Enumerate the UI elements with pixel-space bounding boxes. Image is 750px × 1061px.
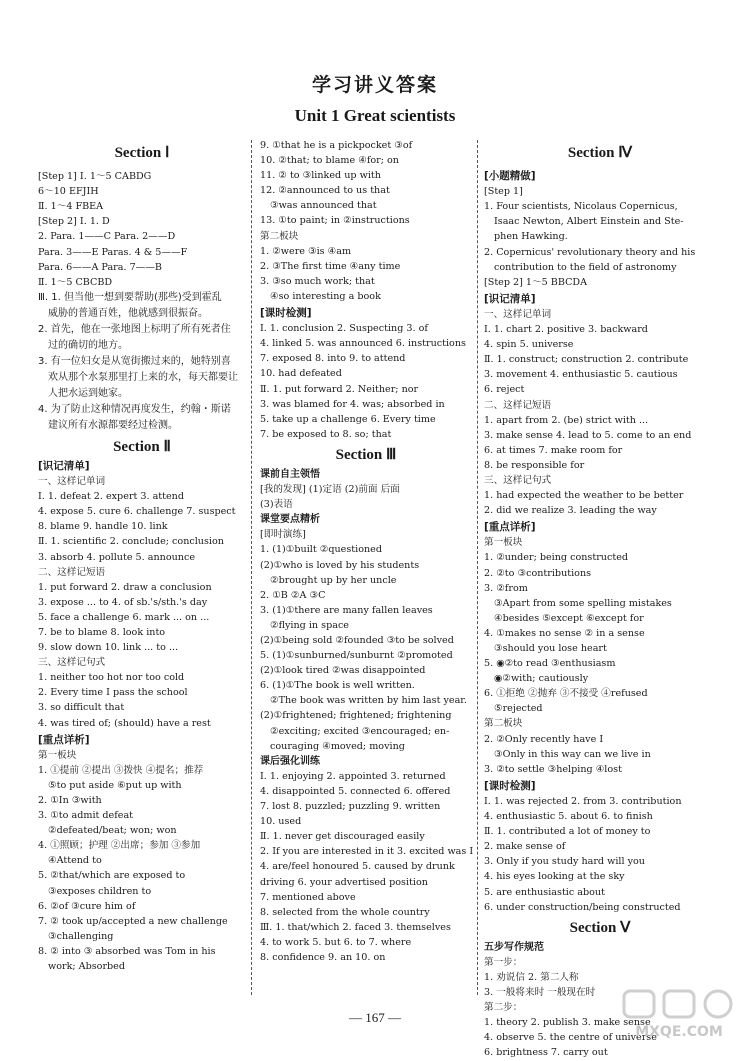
answer-line: 五步写作规范 [484, 941, 544, 953]
answer-line: 2. ①In ③with [38, 795, 102, 806]
answer-line: 6. reject [484, 384, 525, 396]
answer-line: 10. used [260, 816, 302, 828]
answer-line: Ⅱ. 1～4 FBEA [38, 201, 104, 213]
answer-line: ③challenging [48, 930, 114, 942]
answer-line: 人把水运到她家。 [48, 387, 128, 399]
answer-line: 1. ①提前 ②提出 ③拨快 ④提名；推荐 [38, 764, 204, 776]
answer-line: 6. brightness 7. carry out [484, 1047, 608, 1059]
answer-line: ③Only in this way can we live in [494, 748, 651, 760]
answer-line: 4. enthusiastic 5. about 6. to finish [484, 811, 653, 823]
answer-line: 1. Four scientists, Nicolaus Copernicus, [484, 201, 678, 213]
answer-line: work; Absorbed [48, 961, 125, 973]
answer-line: 7. be exposed to 8. so; that [260, 428, 392, 440]
answer-line: 第一板块 [38, 749, 77, 761]
answer-line: 二、这样记短语 [484, 399, 552, 411]
answer-line: 6. at times 7. make room for [484, 444, 623, 456]
answer-line: 4. are/feel honoured 5. caused by drunk [260, 861, 455, 873]
answer-line: 2. ②Only recently have I [484, 733, 604, 745]
answer-line: ②flying in space [270, 619, 349, 631]
answer-line: 5. face a challenge 6. mark ... on ... [38, 611, 210, 623]
answer-line: 1. 劝说信 2. 第二人称 [484, 971, 579, 983]
answer-line: 13. ①to paint; in ②instructions [260, 215, 410, 227]
answer-line: (2)①look tired ②was disappointed [260, 665, 426, 677]
answer-line: Para. 3——E Paras. 4 & 5——F [38, 246, 188, 258]
answer-line: 3. ②to settle ③helping ④lost [484, 763, 622, 775]
answer-line: ④Attend to [48, 855, 102, 867]
answer-line: (2)①frightened; frightened; frightening [260, 710, 452, 722]
answer-line: 三、这样记句式 [38, 657, 106, 669]
subsection-label: [重点详析] [38, 733, 90, 746]
answer-line: 3. 有一位妇女是从宽街搬过来的，她特别喜 [38, 355, 231, 367]
answer-line: 2. If you are interested in it 3. excited was I [260, 846, 474, 858]
answer-line: 3. 一般将来时 一般现在时 [484, 987, 596, 999]
answer-line: Ⅱ. 1. contributed a lot of money to [484, 826, 651, 838]
answer-line: Ⅰ. 1. was rejected 2. from 3. contribution [484, 795, 682, 807]
answer-line: couraging ④moved; moving [270, 740, 405, 752]
section-heading: Section Ⅴ [569, 919, 631, 936]
answer-line: 4. expose 5. cure 6. challenge 7. suspect [38, 506, 236, 518]
answer-line: 8. ② into ③ absorbed was Tom in his [38, 945, 216, 957]
answer-line: 2. ②to ③contributions [484, 567, 592, 579]
answer-line: 二、这样记短语 [38, 566, 106, 578]
answer-line: [我的发现] (1)定语 (2)前面 后面 [260, 484, 400, 496]
answer-line: 8. selected from the whole country [260, 906, 430, 918]
answer-line: 7. be to blame 8. look into [38, 626, 166, 638]
answer-line: 2. ①B ②A ③C [260, 589, 326, 601]
answer-line: 5. ◉②to read ③enthusiasm [484, 658, 616, 670]
answer-line: (3)表语 [260, 499, 293, 511]
answer-line: 4. his eyes looking at the sky [484, 871, 625, 883]
answer-line: 2. Copernicus' revolutionary theory and his [484, 246, 696, 258]
answer-line: Ⅱ. 1～5 CBCBD [38, 276, 113, 288]
page-number: — 167 — [349, 1010, 401, 1025]
answer-line: 2. Every time I pass the school [38, 687, 188, 699]
subsection-label: [识记清单] [484, 292, 536, 305]
subsection-label: [重点详析] [484, 521, 536, 534]
answer-line: 建议所有水源都要经过检测。 [48, 419, 178, 431]
answer-line: Ⅱ. 1. put forward 2. Neither; nor [260, 383, 419, 395]
column-divider [477, 140, 478, 995]
subsection-label: [小题精做] [484, 170, 536, 183]
page-title: 学习讲义答案 [311, 74, 438, 96]
answer-line: [Step 2] 1～5 BBCDA [484, 276, 588, 288]
answer-line: ②exciting; excited ③encouraged; en- [270, 725, 450, 737]
answer-line: 7. exposed 8. into 9. to attend [260, 353, 406, 365]
answer-line: ◉②with; cautiously [494, 673, 589, 685]
answer-line: 5. (1)①sunburned/sunburnt ②promoted [260, 650, 453, 662]
answer-line: 1. ②were ③is ④am [260, 245, 352, 257]
answer-line: 3. ②from [484, 582, 528, 594]
answer-line: 4. disappointed 5. connected 6. offered [260, 785, 451, 797]
answer-line: 欢从那个水泵那里打上来的水，每天都要让 [48, 371, 238, 383]
answer-line: 7. mentioned above [260, 891, 356, 903]
answer-line: contribution to the field of astronomy [494, 261, 677, 273]
answer-line: 4. observe 5. the centre of universe [484, 1032, 657, 1044]
answer-line: 4. 为了防止这种情况再度发生，约翰・斯诺 [38, 403, 231, 415]
answer-line: 课前自主领悟 [260, 468, 320, 480]
answer-line: Ⅰ. 1. defeat 2. expert 3. attend [38, 491, 184, 503]
answer-line: 4. ①makes no sense ② in a sense [484, 627, 645, 639]
answer-line: 3. ③so much work; that [260, 275, 375, 287]
answer-line: ④besides ⑤except ⑥except for [494, 612, 644, 624]
answer-line: 10. ②that; to blame ④for; on [260, 155, 399, 167]
answer-line: 7. ② took up/accepted a new challenge [38, 915, 228, 927]
answer-line: [Step 1] [484, 186, 523, 198]
answer-line: Ⅱ. 1. construct; construction 2. contribute [484, 354, 689, 366]
answer-line: 4. ①照顾；护理 ②出席；参加 ③参加 [38, 840, 201, 852]
answer-line: 1. (1)①built ②questioned [260, 544, 382, 556]
answer-line: 1. apart from 2. (be) strict with ... [484, 414, 649, 426]
section-heading: Section Ⅰ [114, 145, 170, 161]
answer-line: 4. to work 5. but 6. to 7. where [260, 936, 412, 948]
answer-line: 6～10 EFJIH [38, 186, 99, 198]
answer-line: ②brought up by her uncle [270, 574, 397, 586]
answer-line: 3. was blamed for 4. was; absorbed in [260, 398, 445, 410]
answer-line: Ⅰ. 1. enjoying 2. appointed 3. returned [260, 770, 446, 782]
answer-line: 5. are enthusiastic about [484, 886, 605, 898]
answer-line: 威胁的普通百姓，他就感到很振奋。 [48, 307, 208, 319]
answer-line: 3. (1)①there are many fallen leaves [260, 604, 433, 616]
subsection-label: [识记清单] [38, 459, 90, 472]
subsection-label: [课时检测] [260, 307, 312, 320]
answer-line: 9. ①that he is a pickpocket ③of [260, 140, 413, 151]
answer-line: 5. ②that/which are exposed to [38, 870, 186, 882]
section-heading: Section Ⅱ [113, 438, 171, 455]
answer-line: ③should you lose heart [494, 643, 607, 654]
answer-line: 一、这样记单词 [38, 476, 106, 488]
answer-line: phen Hawking. [494, 231, 568, 243]
answer-line: 3. make sense 4. lead to 5. come to an end [484, 429, 692, 441]
answer-line: 课后强化训练 [260, 755, 320, 767]
answer-line: (2)①who is loved by his students [260, 559, 420, 571]
unit-title: Unit 1 Great scientists [294, 106, 456, 125]
answer-line: 4. spin 5. universe [484, 339, 574, 351]
answer-line: 6. (1)①The book is well written. [260, 680, 415, 692]
answer-line: ②The book was written by him last year. [270, 695, 467, 707]
answer-line: 2. make sense of [484, 841, 566, 853]
answer-line: 6. ①拒绝 ②抛弃 ③不接受 ④refused [484, 688, 648, 700]
answer-line: 课堂要点精析 [260, 514, 320, 526]
section-heading: Section Ⅳ [567, 145, 633, 161]
answer-line: [Step 1] Ⅰ. 1～5 CABDG [38, 171, 152, 183]
answer-line: ③Apart from some spelling mistakes [494, 597, 672, 609]
answer-line: 3. movement 4. enthusiastic 5. cautious [484, 369, 678, 381]
answer-line: 1. theory 2. publish 3. make sense [484, 1017, 651, 1029]
answer-line: 3. so difficult that [38, 702, 125, 714]
answer-line: ②defeated/beat; won; won [48, 825, 177, 837]
answer-line: (2)①being sold ②founded ③to be solved [260, 635, 454, 646]
answer-line: 第二板块 [260, 230, 299, 242]
answer-line: 12. ②announced to us that [260, 185, 390, 197]
answer-line: [即时演练] [260, 529, 306, 541]
answer-line: ⑤to put aside ⑥put up with [48, 779, 182, 791]
answer-line: 2. did we realize 3. leading the way [484, 505, 657, 517]
column-divider [251, 140, 252, 995]
answer-line: Ⅱ. 1. never get discouraged easily [260, 831, 425, 843]
answer-line: Ⅰ. 1. conclusion 2. Suspecting 3. of [260, 323, 428, 335]
answer-line: 2. Para. 1——C Para. 2——D [38, 231, 176, 243]
section-heading: Section Ⅲ [335, 446, 397, 463]
answer-line: 5. take up a challenge 6. Every time [260, 413, 436, 425]
answer-line: 3. absorb 4. pollute 5. announce [38, 551, 196, 563]
answer-line: 3. ①to admit defeat [38, 810, 134, 822]
answer-line: 6. under construction/being constructed [484, 901, 681, 913]
answer-line: 8. confidence 9. an 10. on [260, 951, 386, 963]
answer-line: 8. be responsible for [484, 459, 585, 471]
answer-line: 1. had expected the weather to be better [484, 490, 684, 502]
answer-line: Isaac Newton, Albert Einstein and Ste- [494, 216, 684, 228]
answer-line: 第二板块 [484, 718, 523, 730]
answer-line: 8. blame 9. handle 10. link [38, 521, 168, 533]
answer-line: 1. put forward 2. draw a conclusion [38, 581, 212, 593]
answer-line: 9. slow down 10. link ... to ... [38, 642, 179, 654]
answer-line: [Step 2] Ⅰ. 1. D [38, 216, 110, 228]
answer-line: Ⅲ. 1. that/which 2. faced 3. themselves [260, 921, 451, 933]
answer-line: 过的确切的地方。 [48, 339, 128, 351]
watermark-text: MXQE.COM [635, 1024, 723, 1040]
answer-column-left [38, 138, 246, 1000]
answer-line: 4. linked 5. was announced 6. instructions [260, 338, 466, 350]
answer-line: 第一板块 [484, 537, 523, 549]
subsection-label: [课时检测] [484, 779, 536, 792]
answer-line: 第一步： [484, 956, 523, 968]
answer-line: Ⅱ. 1. scientific 2. conclude; conclusion [38, 536, 224, 548]
answer-line: 11. ② to ③linked up with [260, 170, 381, 182]
answer-line: 一、这样记单词 [484, 308, 552, 320]
watermark-logo [620, 989, 738, 1041]
answer-line: 3. expose ... to 4. of sb.'s/sth.'s day [38, 596, 208, 608]
answer-line: Para. 6——A Para. 7——B [38, 261, 162, 273]
answer-line: Ⅲ. 1. 但当他一想到要帮助(那些)受到霍乱 [38, 291, 222, 303]
answer-line: 2. 首先，他在一张地图上标明了所有死者住 [38, 323, 231, 335]
answer-line: ③was announced that [270, 200, 377, 212]
answer-line: 1. neither too hot nor too cold [38, 672, 185, 684]
answer-line: driving 6. your advertised position [260, 876, 428, 888]
answer-line: Ⅰ. 1. chart 2. positive 3. backward [484, 324, 648, 336]
answer-line: 4. was tired of; (should) have a rest [38, 717, 211, 729]
answer-line: 3. Only if you study hard will you [484, 856, 645, 868]
answer-line: ⑤rejected [494, 703, 543, 715]
answer-line: 10. had defeated [260, 368, 342, 380]
answer-line: 第二步： [484, 1002, 523, 1014]
answer-line: 7. lost 8. puzzled; puzzling 9. written [260, 801, 441, 813]
answer-line: ④so interesting a book [270, 290, 381, 302]
answer-line: 1. ②under; being constructed [484, 552, 629, 564]
answer-line: 6. ②of ③cure him of [38, 900, 136, 912]
answer-line: ③exposes children to [48, 885, 152, 897]
answer-line: 2. ③The first time ④any time [260, 260, 401, 272]
answer-column-middle [260, 138, 472, 1000]
answer-line: 三、这样记句式 [484, 474, 552, 486]
